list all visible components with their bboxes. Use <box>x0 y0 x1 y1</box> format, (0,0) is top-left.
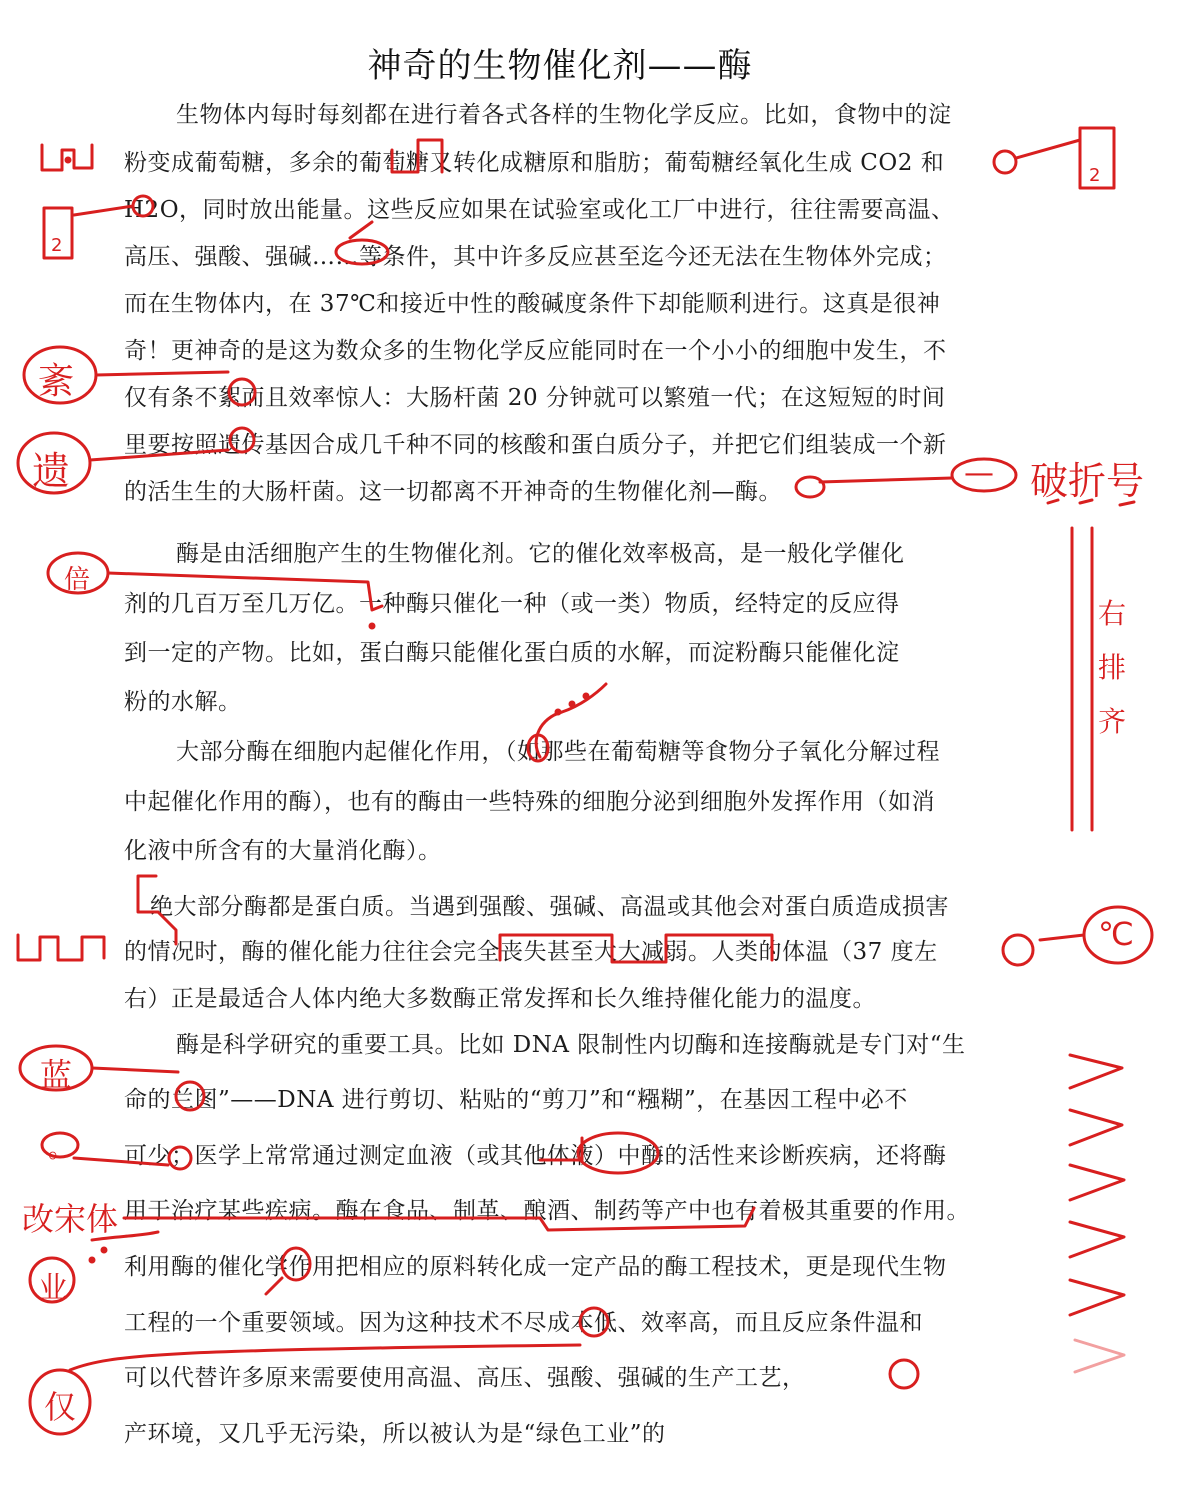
text-line: 奇！更神奇的是这为数众多的生物化学反应能同时在一个小小的细胞中发生，不 <box>124 338 947 364</box>
leader-line <box>820 478 952 482</box>
text-line: 大部分酶在细胞内起催化作用，（如那些在葡萄糖等食物分子氧化分解过程 <box>176 739 940 765</box>
leader-line <box>1040 935 1084 940</box>
leader-line <box>92 1068 178 1072</box>
text-line: 里要按照遗传基因合成几千种不同的核酸和蛋白质分子，并把它们组装成一个新 <box>124 432 947 458</box>
subscript-note: 2 <box>1089 165 1101 186</box>
text-line: 化液中所含有的大量消化酶）。 <box>124 838 442 864</box>
text-line: 可以代替许多原来需要使用高温、高压、强酸、强碱的生产工艺， <box>124 1365 806 1391</box>
chevron-mark <box>1070 1165 1124 1200</box>
text-line: 右）正是最适合人体内绝大多数酶正常发挥和长久维持催化能力的温度。 <box>124 986 876 1012</box>
subscript-circle <box>994 151 1016 173</box>
text-line: 绝大部分酶都是蛋白质。当遇到强酸、强碱、高温或其他会对蛋白质造成损害 <box>150 894 949 920</box>
chevron-mark <box>1070 1110 1122 1145</box>
celsius-note: ℃ <box>1098 915 1134 953</box>
insert-char-note: 倍 <box>64 565 91 595</box>
font-change-note: 改宋体 <box>22 1200 119 1238</box>
text-line: 生物体内每时每刻都在进行着各式各样的生物化学反应。比如，食物中的淀 <box>176 102 952 128</box>
text-line: 粉变成葡萄糖，多余的葡萄糖又转化成糖原和脂肪；葡萄糖经氧化生成 CO2 和 <box>124 150 945 176</box>
text-line: H2O，同时放出能量。这些反应如果在试验室或化工厂中进行，往往需要高温、 <box>124 197 955 223</box>
leader-line <box>1016 140 1080 158</box>
text-line: 工程的一个重要领域。因为这种技术不尽成本低、效率高，而且反应条件温和 <box>124 1310 923 1336</box>
correction-circle <box>796 477 824 497</box>
swap-mark-icon <box>18 935 104 960</box>
right-align-note: 右 <box>1098 597 1127 630</box>
text-line: 酶是科学研究的重要工具。比如 DNA 限制性内切酶和连接酶就是专门对“生 <box>176 1032 966 1058</box>
insert-char-note: 紊 <box>38 361 75 402</box>
page-title: 神奇的生物催化剂——酶 <box>367 46 753 86</box>
text-line: 到一定的产物。比如，蛋白酶只能催化蛋白质的水解，而淀粉酶只能催化淀 <box>124 640 900 666</box>
dash-symbol: — <box>964 456 994 491</box>
chevron-mark <box>1075 1340 1124 1372</box>
insert-char-note: 业 <box>38 1271 68 1306</box>
dash-label: 破折号 <box>1030 459 1145 503</box>
chevron-mark <box>1070 1222 1124 1257</box>
right-align-note: 齐 <box>1098 705 1127 738</box>
correction-circle <box>1003 935 1033 965</box>
period-note: 。 <box>48 1134 75 1164</box>
text-line: 剂的几百万至几万亿。一种酶只催化一种（或一类）物质，经特定的反应得 <box>124 591 900 617</box>
insert-char-note: 仅 <box>44 1388 77 1426</box>
text-line: 利用酶的催化学作用把相应的原料转化成一定产品的酶工程技术，更是现代生物 <box>124 1254 947 1280</box>
subscript-note: 2 <box>51 235 63 256</box>
chevron-mark <box>1070 1055 1122 1088</box>
text-line: 粉的水解。 <box>124 689 242 715</box>
text-line: 的情况时，酶的催化能力往往会完全丧失甚至大大减弱。人类的体温（37 度左 <box>124 939 938 965</box>
text-line: 的活生生的大肠杆菌。这一切都离不开神奇的生物催化剂—酶。 <box>124 479 782 505</box>
text-line: 可少；医学上常常通过测定血液（或其他体液）中酶的活性来诊断疾病，还将酶 <box>124 1143 947 1169</box>
text-line: 命的兰图”——DNA 进行剪切、粘贴的“剪刀”和“糨糊”，在基因工程中必不 <box>124 1087 908 1113</box>
right-align-lines <box>1072 528 1092 830</box>
right-align-note: 排 <box>1098 651 1127 684</box>
text-line: 中起催化作用的酶），也有的酶由一些特殊的细胞分泌到细胞外发挥作用（如消 <box>124 789 935 815</box>
text-line: 而在生物体内，在 37℃和接近中性的酸碱度条件下却能顺利进行。这真是很神 <box>124 291 941 317</box>
swap-mark-icon <box>42 145 92 170</box>
text-line: 产环境，又几乎无污染，所以被认为是“绿色工业”的 <box>124 1421 666 1447</box>
text-line: 酶是由活细胞产生的生物催化剂。它的催化效率极高，是一般化学催化 <box>176 541 905 567</box>
leader-line <box>96 372 228 375</box>
text-line: 用于治疗某些疾病。酶在食品、制革、酿酒、制药等产中也有着极其重要的作用。 <box>124 1198 970 1224</box>
insert-char-note: 蓝 <box>40 1056 73 1094</box>
insert-char-note: 遗 <box>32 449 71 493</box>
text-line: 高压、强酸、强碱……等条件，其中许多反应甚至迄今还无法在生物体外完成； <box>124 244 947 270</box>
text-line: 仅有条不絮而且效率惊人：大肠杆菌 20 分钟就可以繁殖一代；在这短短的时间 <box>124 385 946 411</box>
chevron-mark <box>1070 1280 1124 1315</box>
